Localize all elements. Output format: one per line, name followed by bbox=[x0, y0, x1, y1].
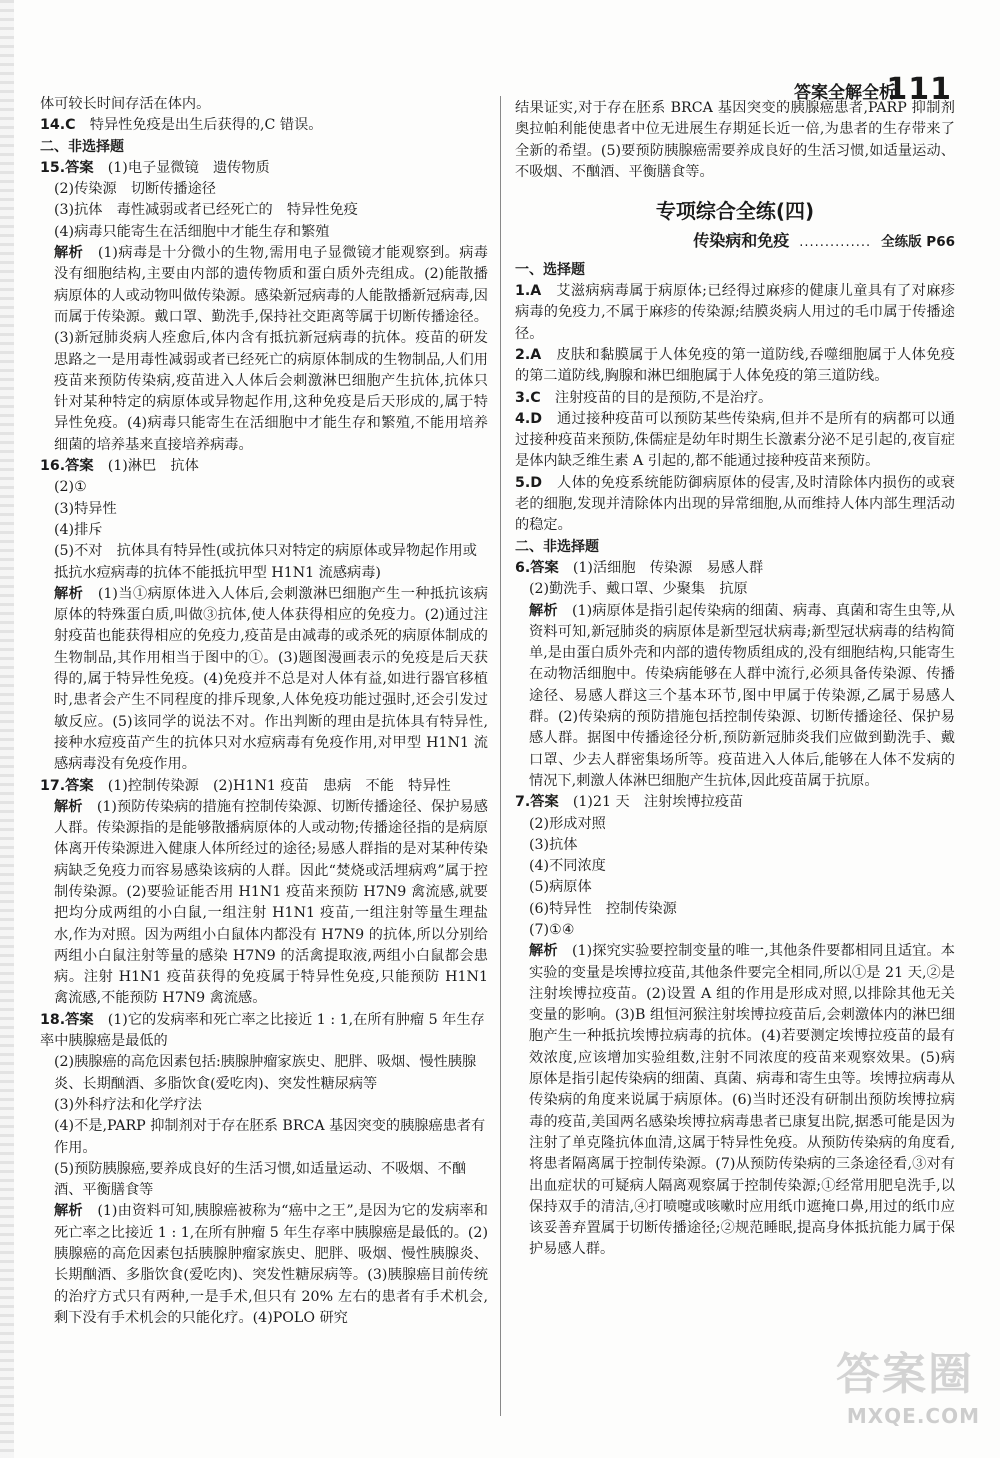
answer-line: (4)排斥 bbox=[54, 521, 103, 538]
explanation-text: (1)探究实验要控制变量的唯一,其他条件要都相同且适宜。本实验的变量是埃博拉疫苗,其他条件要完全相同,所以①是 21 天,②是注射埃博拉疫苗。(2)设置 A 组的作用是形成对照,以排除其他无关变量的影响。(3)B 组恒河猴注射埃博拉疫苗后,会刺激体内的淋巴细胞产生一种抵抗埃博拉病毒的抗体。(4)若要测定埃博拉疫苗的最有效浓度,应该增加实验组数,注射不同浓度的疫苗来观察效果。(5)病原体是指引起传染病的细菌、真菌、病毒和寄生虫等。埃博拉病毒从传染病的角度来说属于病原体。(6)当时还没有研制出预防埃博拉病毒的疫苗,美国两名感染埃博拉病毒患者已康复出院,据悉可能是因为注射了单克隆抗体血清,这属于特异性免疫。从预防传染病的角度看,将患者隔离属于控制传染源。(7)从预防传染病的三条途径看,③对有出血症状的可疑病人隔离观察属于控制传染源;①经常用肥皂洗手,以保持双手的清洁,④打喷嚏或咳嗽时应用纸巾遮掩口鼻,用过的纸巾应该妥善弃置属于切断传播途径;②规范睡眠,提高身体抵抗能力属于保护易感人群。 bbox=[529, 943, 955, 1258]
explanation-text: (1)病原体是指引起传染病的细菌、病毒、真菌和寄生虫等,从资料可知,新冠肺炎的病原体是新型冠状病毒;新型冠状病毒的结构简单,是由蛋白质外壳和内部的遗传物质组成的,没有细胞结构,只能寄生在动物活细胞中。传染病能够在人群中流行,必须具备传染源、传播途径、易感人群这三个基本环节,图中甲属于传染源,乙属于易感人群。(2)传染病的预防措施包括控制传染源、切断传播途径、保护易感人群。据图中传播途径分析,预防新冠肺炎我们应做到勤洗手、戴口罩、少去人群密集场所等。疫苗进入人体后,能够在人体不发病的情况下,刺激人体淋巴细胞产生抗体,因此疫苗属于抗原。 bbox=[529, 602, 955, 789]
question-answer bbox=[515, 345, 955, 388]
question-number: 14.C bbox=[40, 117, 76, 134]
explanation bbox=[40, 797, 488, 1010]
answer-line: (3)特异性 bbox=[54, 500, 117, 517]
section-heading: 二、非选择题 bbox=[515, 538, 599, 555]
question-number: 3.C bbox=[515, 389, 541, 406]
answer-label: 答案 bbox=[530, 794, 559, 811]
answer-line: (4)病毒只能寄生在活细胞中才能生存和繁殖 bbox=[54, 223, 330, 240]
question-number: 16. bbox=[40, 458, 66, 475]
answer-line: (2)传染源 切断传播途径 bbox=[54, 181, 216, 198]
question-answer bbox=[515, 473, 955, 537]
answer-line: (5)病原体 bbox=[529, 879, 592, 896]
explanation-label: 解析 bbox=[54, 798, 83, 815]
watermark-cn: 答案圈 bbox=[836, 1349, 974, 1400]
answer-line: (6)特异性 控制传染源 bbox=[529, 900, 677, 917]
question-answer bbox=[515, 388, 955, 409]
explanation bbox=[40, 243, 488, 456]
answer-label: 答案 bbox=[65, 159, 94, 176]
answer-line: (4)不同浓度 bbox=[529, 858, 606, 875]
answer-line: (2)① bbox=[54, 479, 87, 496]
answer-line: (4)不是,PARP 抑制剂对于存在胚系 BRCA 基因突变的胰腺癌患者有作用。 bbox=[54, 1118, 486, 1156]
column-divider bbox=[500, 96, 501, 1416]
question-number: 6. bbox=[515, 559, 531, 576]
answer-label: 答案 bbox=[65, 777, 94, 794]
answer-block bbox=[40, 456, 488, 477]
answer-line: (2)形成对照 bbox=[529, 815, 606, 832]
question-answer bbox=[515, 281, 955, 345]
text-paragraph: 体可较长时间存活在体内。 bbox=[40, 96, 211, 112]
question-number: 4.D bbox=[515, 410, 543, 427]
answer-line: (3)抗体 bbox=[529, 836, 578, 853]
leader-dots: .............. bbox=[799, 235, 872, 251]
special-section-title: 专项综合全练(四) bbox=[655, 199, 815, 224]
right-column bbox=[515, 98, 955, 1261]
right-column-answers bbox=[515, 260, 955, 1261]
header-title: 答案全解全析 bbox=[794, 83, 896, 103]
watermark-url: MXQE.COM bbox=[846, 1404, 980, 1428]
explanation-text: (1)病毒是十分微小的生物,需用电子显微镜才能观察到。病毒没有细胞结构,主要由内部的遗传物质和蛋白质外壳组成。(2)能散播病原体的人或动物叫做传染源。感染新冠病毒的人能散播新冠病毒,因而属于传染源。戴口罩、勤洗手,保持社交距离等属于切断传播途径。(3)新冠肺炎病人痊愈后,体内含有抵抗新冠病毒的抗体。疫苗的研发思路之一是用毒性减弱或者已经死亡的病原体制成的生物制品,人们用疫苗来预防传染病,疫苗进入人体后会刺激淋巴细胞产生抗体,抗体只针对某种特定的病原体或异物起作用,这种免疫是后天形成的,属于特异性免疫。(4)病毒只能寄生在活细胞中才能生存和繁殖,不能用培养细菌的培养基来直接培养病毒。 bbox=[54, 245, 488, 453]
answer-line: (2)胰腺癌的高危因素包括:胰腺肿瘤家族史、肥胖、吸烟、慢性胰腺炎、长期酗酒、多脂饮食(爱吃肉)、突发性糖尿病等 bbox=[54, 1054, 477, 1092]
question-answer bbox=[515, 409, 955, 473]
section-heading: 一、选择题 bbox=[515, 261, 585, 278]
answer-line: (3)外科疗法和化学疗法 bbox=[54, 1096, 202, 1113]
answer-text: (1)21 天 注射埃博拉疫苗 bbox=[572, 794, 744, 811]
explanation bbox=[40, 1201, 488, 1329]
question-number: 17. bbox=[40, 777, 66, 794]
page-reference: 全练版 P66 bbox=[881, 234, 955, 251]
answer-block bbox=[40, 158, 488, 179]
question-text: 人体的免疫系统能防御病原体的侵害,及时清除体内损伤的或衰老的细胞,发现并清除体内出现的异常细胞,从而维持人体内部生理活动的稳定。 bbox=[515, 474, 955, 534]
question-number: 18. bbox=[40, 1011, 66, 1028]
answer-block bbox=[515, 792, 955, 813]
question-number: 7. bbox=[515, 794, 531, 811]
question-number: 1.A bbox=[515, 283, 542, 300]
answer-text: (1)活细胞 传染源 易感人群 bbox=[572, 559, 764, 576]
explanation-text: (1)预防传染病的措施有控制传染源、切断传播途径、保护易感人群。传染源指的是能够散播病原体的人或动物;传播途径指的是病原体离开传染源进入健康人体所经过的途径;易感人群指的是对某种传染病缺乏免疫力而容易感染该病的人群。因此“焚烧或活埋病鸡”属于控制传染源。(2)要验证能否用 H1N1 疫苗来预防 H7N9 禽流感,就要把均分成两组的小白鼠,一组注射 H1N1 疫苗,一组注射等量生理盐水,作为对照。因为两组小白鼠体内都没有 H7N9 的抗体,所以分别给两组小白鼠注射等量的感染 H7N9 的活禽提取液,两组小白鼠都会患病。注射 H1N1 疫苗获得的免疫属于特异性免疫,只能预防 H1N1 禽流感,不能预防 H7N9 禽流感。 bbox=[54, 798, 488, 1007]
answer-text: (1)控制传染源 (2)H1N1 疫苗 患病 不能 特异性 bbox=[107, 777, 451, 794]
answer-label: 答案 bbox=[530, 559, 559, 576]
answer-block bbox=[40, 776, 488, 797]
question-text: 通过接种疫苗可以预防某些传染病,但并不是所有的病都可以通过接种疫苗来预防,侏儒症是幼年时期生长激素分泌不足引起的,夜盲症是体内缺乏维生素 A 引起的,都不能通过接种疫苗来预防。 bbox=[515, 410, 955, 470]
section-heading: 二、非选择题 bbox=[40, 138, 124, 155]
left-column bbox=[40, 94, 488, 1329]
explanation-label: 解析 bbox=[54, 245, 84, 262]
explanation-label: 解析 bbox=[54, 585, 84, 602]
explanation-text: (1)由资料可知,胰腺癌被称为“癌中之王”,是因为它的发病率和死亡率之比接近 1 : 1,在所有肿瘤 5 年生存率中胰腺癌是最低的。(2)胰腺癌的高危因素包括胰腺肿瘤家族史、肥胖、吸烟、慢性胰腺炎、长期酗酒、多脂饮食(爱吃肉)、突发性糖尿病等。(3)胰腺癌目前传统的治疗方式只有两种,一是手术,但只有 20% 左右的患者有手术机会,剩下没有手术机会的只能化疗。(4)POLO 研究 bbox=[54, 1203, 488, 1326]
question-answer bbox=[40, 115, 488, 136]
watermark-logo bbox=[810, 1338, 980, 1428]
answer-label: 答案 bbox=[65, 458, 94, 475]
page-number: 111 bbox=[886, 72, 952, 107]
explanation bbox=[515, 601, 955, 793]
explanation-text: (1)当①病原体进入人体后,会刺激淋巴细胞产生一种抵抗该病原体的特殊蛋白质,叫做③抗体,使人体获得相应的免疫力。(2)通过注射疫苗也能获得相应的免疫力,疫苗是由减毒的或杀死的病原体制成的生物制品,其作用相当于图中的①。(3)题图漫画表示的免疫是后天获得的,属于特异性免疫。(4)免疫并不总是对人体有益,如进行器官移植时,患者会产生不同程度的排斥现象,人体免疫功能过强时,还会引发过敏反应。(5)该同学的说法不对。作出判断的理由是抗体具有特异性,接种水痘疫苗产生的抗体只对水痘病毒有免疫作用,对甲型 H1N1 流感病毒没有免疫作用。 bbox=[54, 585, 488, 773]
answer-block bbox=[515, 558, 955, 579]
explanation-label: 解析 bbox=[529, 943, 558, 960]
explanation-label: 解析 bbox=[54, 1203, 83, 1220]
explanation-label: 解析 bbox=[529, 602, 558, 619]
special-section-subtitle bbox=[515, 230, 955, 253]
answer-block bbox=[40, 1010, 488, 1053]
answer-label: 答案 bbox=[65, 1011, 94, 1028]
question-text: 皮肤和黏膜属于人体免疫的第一道防线,吞噬细胞属于人体免疫的第二道防线,胸腺和淋巴细胞属于人体免疫的第三道防线。 bbox=[515, 346, 955, 385]
topic-name: 传染病和免疫 bbox=[693, 231, 790, 251]
explanation bbox=[40, 584, 488, 776]
answer-text: (1)电子显微镜 遗传物质 bbox=[107, 159, 270, 176]
question-number: 2.A bbox=[515, 346, 542, 363]
question-text: 注射疫苗的目的是预防,不是治疗。 bbox=[554, 389, 773, 406]
right-column-continuation bbox=[515, 98, 955, 183]
scan-binding-edge bbox=[0, 0, 14, 1458]
question-text: 艾滋病病毒属于病原体;已经得过麻疹的健康儿童具有了对麻疹病毒的免疫力,不属于麻疹的传染源;结膜炎病人用过的毛巾属于传播途径。 bbox=[515, 283, 955, 342]
answer-line: (5)不对 抗体具有特异性(或抗体只对特定的病原体或异物起作用或抵抗水痘病毒的抗体不能抵抗甲型 H1N1 流感病毒) bbox=[54, 543, 477, 581]
answer-line: (3)抗体 毒性减弱或者已经死亡的 特异性免疫 bbox=[54, 202, 358, 219]
answer-text: (1)它的发病率和死亡率之比接近 1 : 1,在所有肿瘤 5 年生存率中胰腺癌是最低的 bbox=[40, 1011, 485, 1050]
answer-text: (1)淋巴 抗体 bbox=[107, 458, 199, 475]
answer-line: (2)勤洗手、戴口罩、少聚集 抗原 bbox=[529, 581, 748, 598]
question-number: 5.D bbox=[515, 474, 543, 491]
answer-line: (5)预防胰腺癌,要养成良好的生活习惯,如适量运动、不吸烟、不酗酒、平衡膳食等 bbox=[54, 1160, 467, 1199]
question-text: 特异性免疫是出生后获得的,C 错误。 bbox=[89, 117, 323, 134]
text-paragraph: 结果证实,对于存在胚系 BRCA 基因突变的胰腺癌患者,PARP 抑制剂奥拉帕利能使患者中位无进展生存期延长近一倍,为患者的生存带来了全新的希望。(5)要预防胰腺癌需要养成良好的生活习惯,如适量运动、不吸烟、不酗酒、平衡膳食等。 bbox=[515, 100, 955, 180]
question-number: 15. bbox=[40, 159, 66, 176]
explanation bbox=[515, 941, 955, 1260]
answer-line: (7)①④ bbox=[529, 921, 575, 938]
